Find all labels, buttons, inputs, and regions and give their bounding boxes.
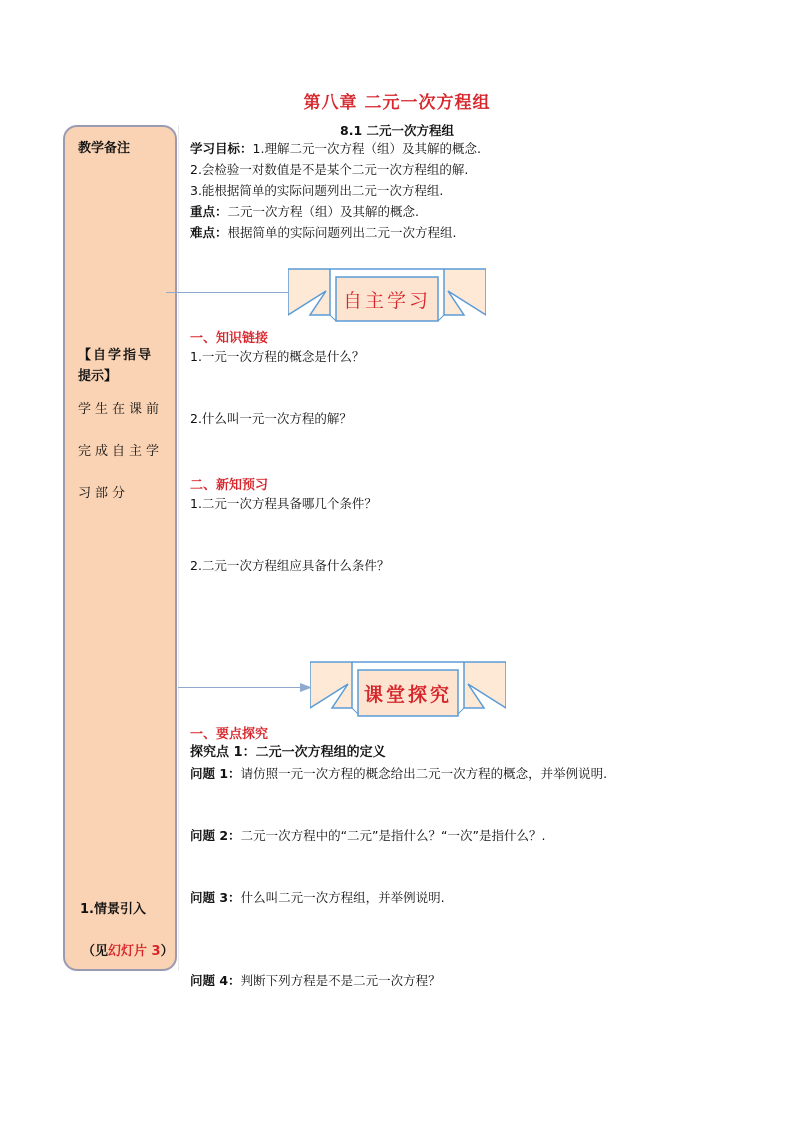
objective-1: 1.理解二元一次方程（组）及其解的概念. [252,141,481,156]
key-point [190,202,419,222]
question-2-label: 问题 2： [190,828,241,843]
preview-question-2: 2.二元一次方程组应具备什么条件？ [190,558,390,573]
key-point-text: 二元一次方程（组）及其解的概念. [227,204,419,219]
sidebar-guide-label-1: 【自学指导 [78,348,154,363]
banner-self-study: 自主学习 [342,290,431,312]
banner-connector-line [166,292,296,293]
explore-point-1: 探究点 1：二元一次方程组的定义 [190,745,386,760]
key-point-label: 重点： [190,204,228,219]
question-1 [190,764,607,784]
slide-ref-suffix: ） [160,944,174,959]
difficulty-text: 根据简单的实际问题列出二元一次方程组. [227,225,457,240]
sidebar-notes-label: 教学备注 [78,141,131,156]
preview-heading: 二、新知预习 [190,478,269,493]
objective-3: 3.能根据简单的实际问题列出二元一次方程组. [190,183,444,198]
sidebar-guide-line-1: 学生在课前 [78,402,164,417]
question-3 [190,888,445,908]
banner-connector-line-2 [178,687,310,688]
teaching-notes-sidebar [63,125,177,971]
difficulty-point [190,223,457,243]
question-3-text: 什么叫二元一次方程组，并举例说明. [240,890,445,905]
sidebar-guide-label-2: 提示】 [78,369,118,384]
chapter-title: 第八章 二元一次方程组 [303,93,491,113]
knowledge-question-1: 1.一元一次方程的概念是什么？ [190,349,365,364]
slide-ref-prefix: （见 [82,944,109,959]
question-2 [190,826,545,846]
banner-class-explore: 课堂探究 [363,684,452,706]
objective-2: 2.会检验一对数值是不是某个二元一次方程组的解. [190,162,469,177]
objectives-label: 学习目标： [190,141,253,156]
sidebar-slide-ref [82,940,174,959]
objective-line-1 [190,139,481,159]
column-divider [178,125,179,971]
question-4 [190,971,441,991]
question-2-text: 二元一次方程中的“二元”是指什么？“一次”是指什么？. [240,828,546,843]
question-1-text: 请仿照一元一次方程的概念给出二元一次方程的概念，并举例说明. [240,766,608,781]
sidebar-intro-label: 1.情景引入 [80,902,146,917]
sidebar-guide-line-2: 完成自主学 [78,444,164,459]
knowledge-link-heading: 一、知识链接 [190,331,269,346]
question-3-label: 问题 3： [190,890,241,905]
question-4-text: 判断下列方程是不是二元一次方程？ [240,973,441,988]
slide-ref-link[interactable]: 幻灯片 3 [108,944,161,959]
difficulty-label: 难点： [190,225,228,240]
section-title: 8.1 二元一次方程组 [340,123,454,138]
question-4-label: 问题 4： [190,973,241,988]
preview-question-1: 1.二元一次方程具备哪几个条件？ [190,496,377,511]
knowledge-question-2: 2.什么叫一元一次方程的解？ [190,411,352,426]
question-1-label: 问题 1： [190,766,241,781]
sidebar-guide-line-3: 习部分 [78,486,130,501]
explore-heading: 一、要点探究 [190,727,269,742]
